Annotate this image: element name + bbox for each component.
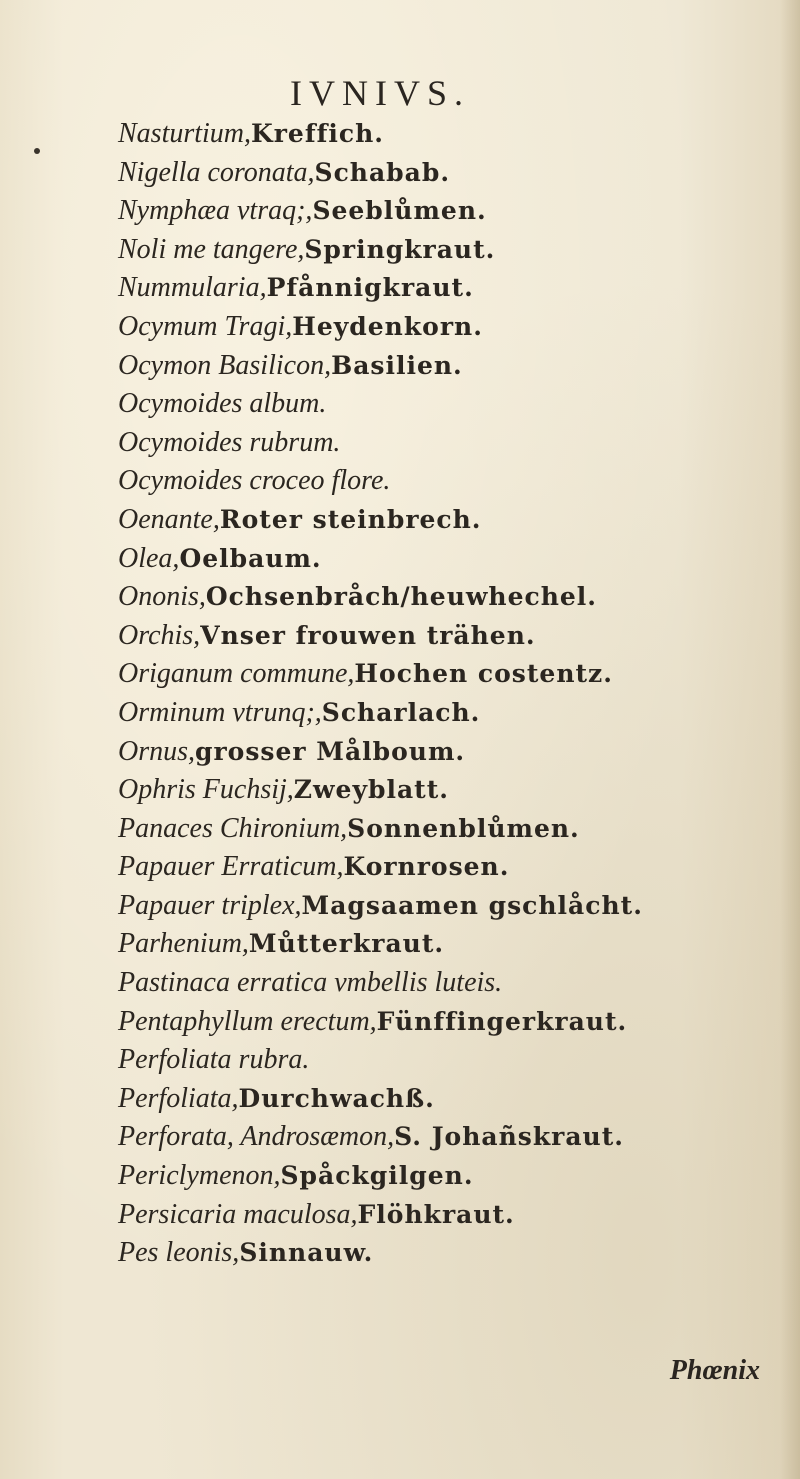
plant-list bbox=[118, 115, 778, 1273]
german-name: Spåckgilgen. bbox=[280, 1161, 474, 1191]
latin-name: Orminum vtrunq;, bbox=[118, 696, 322, 728]
latin-name: Parhenium, bbox=[118, 928, 249, 960]
german-name: Ochsenbråch/heuwhechel. bbox=[205, 582, 597, 612]
list-item bbox=[118, 501, 778, 540]
list-item bbox=[118, 231, 778, 270]
latin-name: Noli me tangere, bbox=[118, 233, 305, 265]
german-name: Vnser frouwen trähen. bbox=[200, 620, 536, 650]
latin-name: Oenante, bbox=[118, 503, 220, 535]
list-item bbox=[118, 424, 778, 463]
latin-name: Perfoliata, bbox=[118, 1082, 239, 1114]
german-name: Roter steinbrech. bbox=[219, 504, 482, 534]
list-item bbox=[118, 192, 778, 231]
list-item bbox=[118, 154, 778, 193]
list-item bbox=[118, 578, 778, 617]
german-name: Oelbaum. bbox=[179, 543, 322, 573]
german-name: Sonnenblůmen. bbox=[347, 813, 580, 843]
latin-name: Origanum commune, bbox=[118, 658, 355, 690]
list-item bbox=[118, 385, 778, 424]
list-item bbox=[118, 1196, 778, 1235]
german-name: Kornrosen. bbox=[343, 852, 510, 882]
german-name: Heydenkorn. bbox=[292, 311, 483, 341]
list-item bbox=[118, 848, 778, 887]
german-name: Basilien. bbox=[331, 350, 463, 380]
list-item bbox=[118, 655, 778, 694]
german-name: Hochen costentz. bbox=[354, 659, 613, 689]
list-item bbox=[118, 1234, 778, 1273]
list-item bbox=[118, 694, 778, 733]
latin-name: Papauer Erraticum, bbox=[118, 851, 344, 883]
german-name: Můtterkraut. bbox=[248, 929, 445, 959]
latin-name: Ononis, bbox=[118, 581, 206, 613]
german-name: Pfånnigkraut. bbox=[266, 273, 474, 303]
list-item bbox=[118, 540, 778, 579]
latin-name: Papauer triplex, bbox=[118, 889, 302, 921]
latin-name: Perfoliata rubra. bbox=[118, 1044, 310, 1076]
list-item bbox=[118, 115, 778, 154]
list-item bbox=[118, 1118, 778, 1157]
latin-name: Olea, bbox=[118, 542, 180, 574]
latin-name: Pes leonis, bbox=[118, 1237, 240, 1269]
german-name: grosser Målboum. bbox=[195, 736, 466, 766]
list-item bbox=[118, 1003, 778, 1042]
list-item bbox=[118, 964, 778, 1003]
latin-name: Periclymenon, bbox=[118, 1160, 281, 1192]
catchword: Phœnix bbox=[669, 1355, 760, 1386]
list-item bbox=[118, 887, 778, 926]
german-name: Zweyblatt. bbox=[293, 775, 449, 805]
list-item bbox=[118, 925, 778, 964]
latin-name: Ocymum Tragi, bbox=[118, 310, 293, 342]
german-name: Durchwachß. bbox=[238, 1083, 435, 1113]
latin-name: Ocymoides album. bbox=[118, 388, 327, 420]
latin-name: Persicaria maculosa, bbox=[118, 1198, 358, 1230]
latin-name: Ocymoides rubrum. bbox=[118, 426, 341, 458]
list-item bbox=[118, 347, 778, 386]
list-item bbox=[118, 308, 778, 347]
latin-name: Orchis, bbox=[118, 619, 201, 651]
margin-dot bbox=[34, 148, 40, 154]
latin-name: Nasturtium, bbox=[118, 118, 252, 149]
list-item bbox=[118, 1080, 778, 1119]
latin-name: Ocymon Basilicon, bbox=[118, 349, 332, 381]
list-item bbox=[118, 1041, 778, 1080]
latin-name: Panaces Chironium, bbox=[118, 812, 348, 844]
list-item bbox=[118, 733, 778, 772]
list-item bbox=[118, 462, 778, 501]
german-name: S. Johañskraut. bbox=[394, 1122, 624, 1152]
latin-name: Pentaphyllum erectum, bbox=[118, 1005, 377, 1037]
list-item bbox=[118, 771, 778, 810]
list-item bbox=[118, 617, 778, 656]
latin-name: Nummularia, bbox=[118, 272, 267, 304]
german-name: Kreffich. bbox=[251, 119, 384, 148]
latin-name: Pastinaca erratica vmbellis luteis. bbox=[118, 967, 503, 999]
latin-name: Ophris Fuchsij, bbox=[118, 774, 294, 806]
latin-name: Ocymoides croceo flore. bbox=[118, 465, 391, 497]
page-edge-shadow bbox=[780, 0, 800, 1479]
list-item bbox=[118, 810, 778, 849]
german-name: Magsaamen gschlåcht. bbox=[301, 890, 643, 920]
list-item bbox=[118, 269, 778, 308]
latin-name: Ornus, bbox=[118, 735, 196, 767]
german-name: Scharlach. bbox=[321, 697, 481, 727]
running-head: IVNIVS. bbox=[290, 73, 470, 113]
german-name: Flöhkraut. bbox=[357, 1199, 515, 1229]
german-name: Springkraut. bbox=[304, 234, 496, 264]
german-name: Sinnauw. bbox=[239, 1238, 374, 1268]
latin-name: Perforata, Androsæmon, bbox=[118, 1121, 395, 1153]
latin-name: Nymphæa vtraq;, bbox=[118, 195, 313, 227]
list-item bbox=[118, 1157, 778, 1196]
german-name: Fünffingerkraut. bbox=[376, 1006, 628, 1036]
german-name: Schabab. bbox=[314, 157, 451, 187]
latin-name: Nigella coronata, bbox=[118, 156, 315, 188]
german-name: Seeblůmen. bbox=[312, 196, 487, 226]
